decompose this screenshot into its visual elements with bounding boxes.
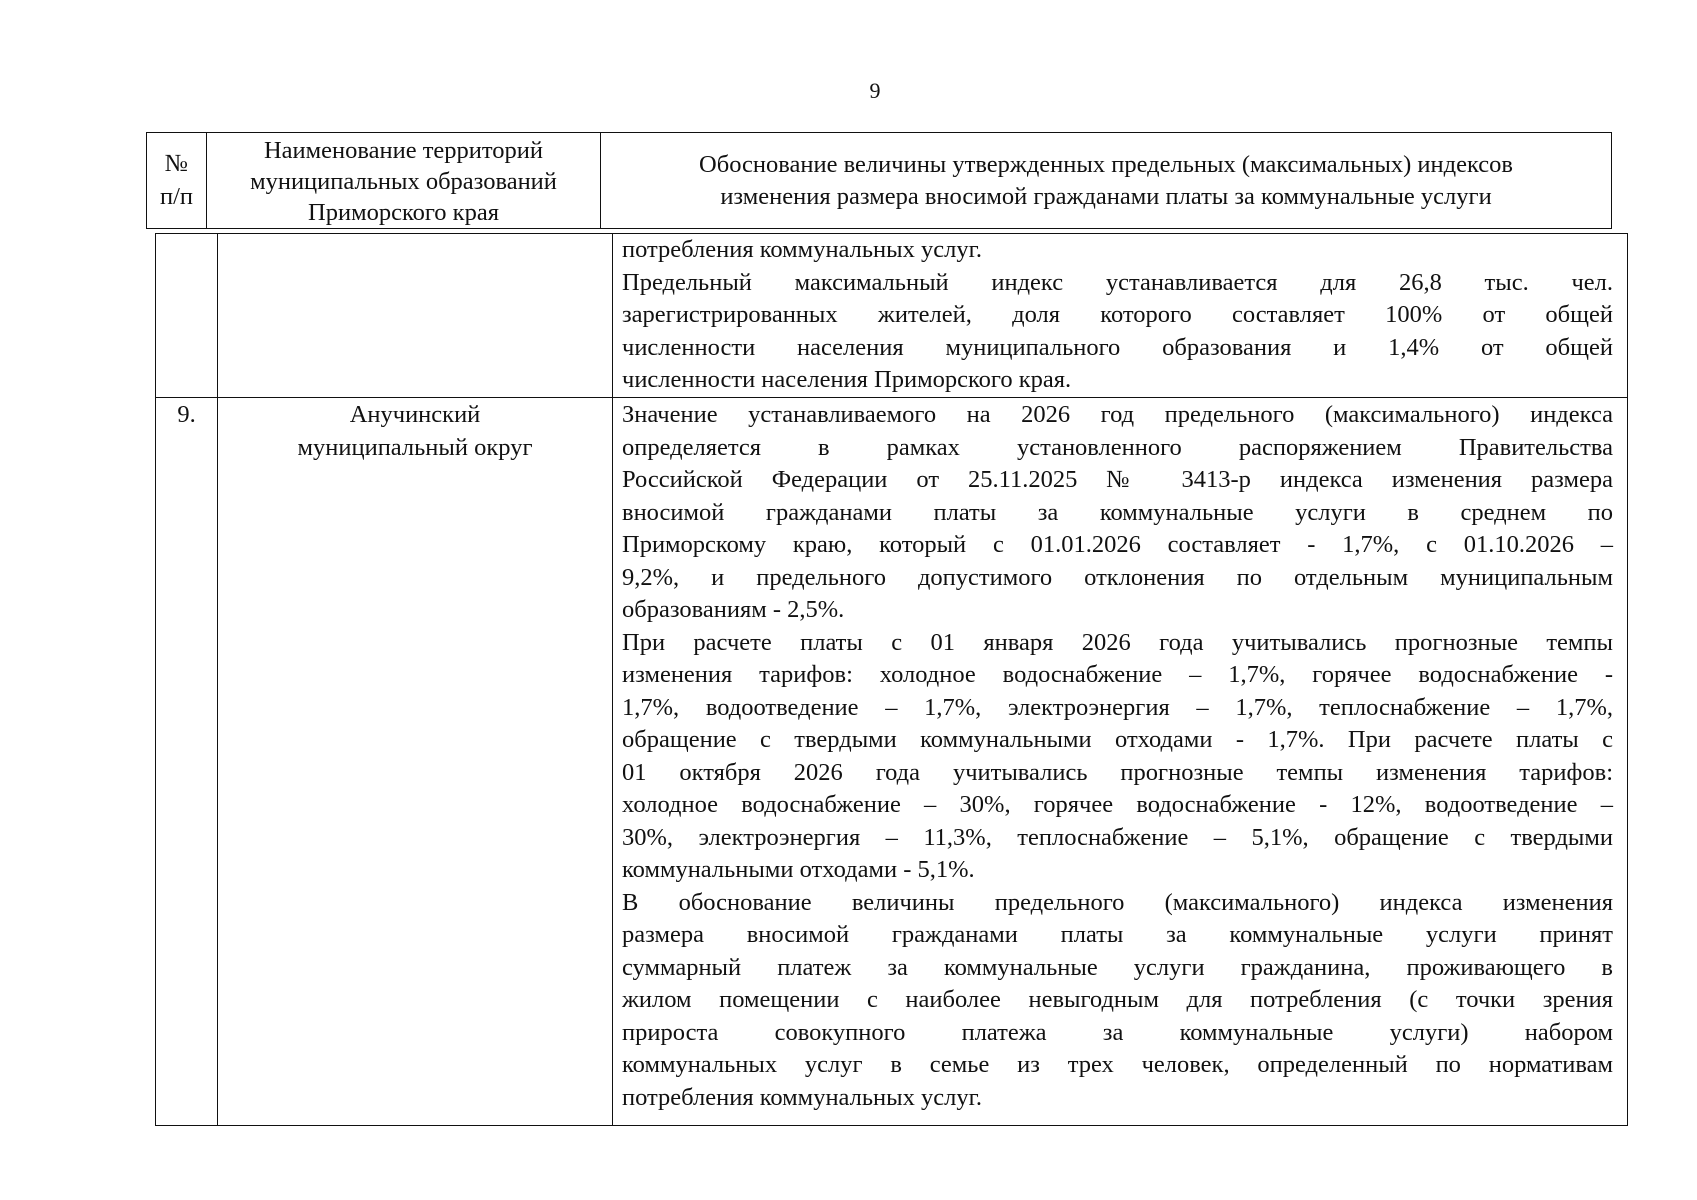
text-line: обращение с твердыми коммунальными отходами - 1,7%. При расчете платы с — [622, 726, 1613, 753]
row-basis-cell — [613, 398, 1628, 1126]
row-basis-cell — [613, 234, 1628, 398]
header-col-basis — [601, 133, 1612, 229]
table-row — [156, 234, 1628, 398]
header-col-number — [147, 133, 207, 229]
text-line: Приморскому краю, который с 01.01.2026 составляет - 1,7%, с 01.10.2026 – — [622, 531, 1613, 558]
table-body — [155, 233, 1628, 1126]
text-line: определяется в рамках установленного распоряжением Правительства — [622, 433, 1613, 461]
text-line: жилом помещении с наиболее невыгодным для потребления (с точки зрения — [622, 986, 1613, 1013]
text-line: суммарный платеж за коммунальные услуги гражданина, проживающего в — [622, 953, 1613, 981]
text-line: потребления коммунальных услуг. — [622, 236, 982, 263]
header-col-basis-line2: изменения размера вносимой гражданами платы за коммунальные услуги — [720, 182, 1492, 210]
row-name-cell — [218, 398, 613, 1126]
row-name-line1: Анучинский — [349, 401, 481, 428]
header-col-number-line1: № — [164, 150, 189, 177]
text-line: численности населения муниципального образования и 1,4% от общей — [622, 333, 1613, 361]
text-line: изменения тарифов: холодное водоснабжение – 1,7%, горячее водоснабжение - — [622, 661, 1613, 688]
header-col-name-line3: Приморского края — [308, 199, 499, 226]
page-number: 9 — [869, 78, 881, 103]
paragraph — [622, 887, 1613, 1115]
text-line: При расчете платы с 01 января 2026 года учитывались прогнозные темпы — [622, 628, 1613, 656]
header-col-basis-line1: Обоснование величины утвержденных предельных (максимальных) индексов — [699, 150, 1513, 178]
text-line: 30%, электроэнергия – 11,3%, теплоснабжение – 5,1%, обращение с твердыми — [622, 823, 1613, 851]
row-number-cell — [156, 234, 218, 398]
row-number-cell: 9. — [156, 398, 218, 1126]
text-line: В обоснование величины предельного (максимального) индекса изменения — [622, 888, 1613, 916]
text-line: холодное водоснабжение – 30%, горячее водоснабжение - 12%, водоотведение – — [622, 791, 1613, 818]
text-line: зарегистрированных жителей, доля которого составляет 100% от общей — [622, 301, 1613, 328]
text-line: 01 октября 2026 года учитывались прогнозные темпы изменения тарифов: — [622, 758, 1613, 786]
text-line: Значение устанавливаемого на 2026 год предельного (максимального) индекса — [622, 401, 1613, 428]
paragraph — [622, 234, 1613, 267]
text-line: 1,7%, водоотведение – 1,7%, электроэнергия – 1,7%, теплоснабжение – 1,7%, — [622, 693, 1613, 721]
text-line: вносимой гражданами платы за коммунальные услуги в среднем по — [622, 498, 1613, 526]
paragraph — [622, 399, 1613, 627]
header-col-name-line1: Наименование территорий — [263, 137, 544, 164]
text-line: образованиям - 2,5%. — [622, 596, 845, 623]
text-line: коммунальных услуг в семье из трех человек, определенный по нормативам — [622, 1051, 1613, 1078]
paragraph — [622, 627, 1613, 887]
text-line: коммунальными отходами - 5,1%. — [622, 856, 975, 883]
text-line: размера вносимой гражданами платы за коммунальные услуги принят — [622, 921, 1613, 948]
text-line: 9,2%, и предельного допустимого отклонения по отдельным муниципальным — [622, 563, 1613, 591]
text-line: потребления коммунальных услуг. — [622, 1083, 982, 1111]
text-line: прироста совокупного платежа за коммунальные услуги) набором — [622, 1018, 1613, 1046]
text-line: Предельный максимальный индекс устанавливается для 26,8 тыс. чел. — [622, 268, 1613, 296]
header-col-name-line2: муниципальных образований — [250, 168, 557, 195]
text-line: Российской Федерации от 25.11.2025 № 3413-р индекса изменения размера — [622, 466, 1613, 493]
header-col-name — [207, 133, 601, 229]
header-row — [147, 133, 1612, 229]
table-header — [146, 132, 1612, 229]
row-name-cell — [218, 234, 613, 398]
paragraph — [622, 267, 1613, 397]
header-col-number-line2: п/п — [159, 182, 194, 210]
table-row — [156, 398, 1628, 1126]
text-line: численности населения Приморского края. — [622, 366, 1072, 393]
row-name-line2: муниципальный округ — [297, 433, 533, 461]
